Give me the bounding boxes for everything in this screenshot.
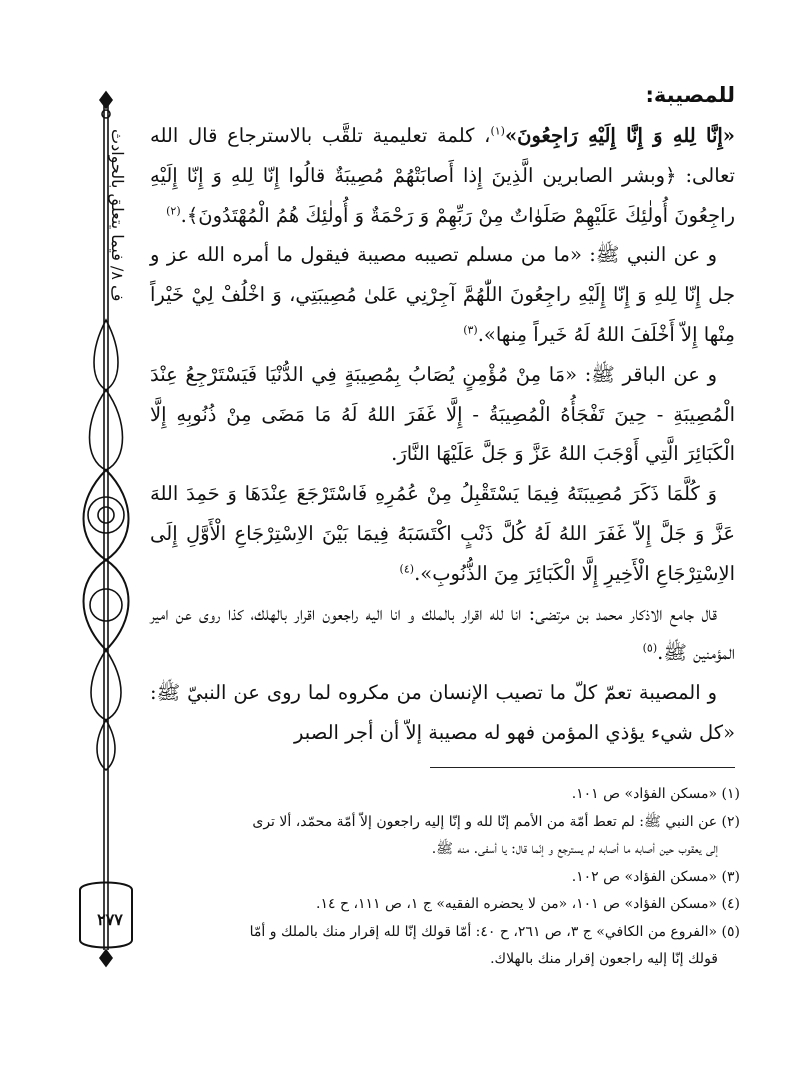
footnote-item: (٣) «مسكن الفؤاد» ص ١٠٢. (571, 868, 740, 885)
paragraph-text: ، كلمة تعليمية تلقَّب بالاسترجاع قال الله تعالى: ﴿وبشر الصابرين الَّذِينَ إِذا أَصابَتْهُمْ مُصِيبَةٌ قالُوا إِنّا لِلهِ وَ إِنّا إِلَيْهِ راجِعُونَ أُولٰئِكَ عَلَيْهِمْ صَلَوٰاتٌ مِنْ رَبِّهِمْ وَ رَحْمَةٌ وَ أُولٰئِكَ هُمُ الْمُهْتَدُونَ﴾. (150, 124, 735, 227)
footnote-ref: (٣) (463, 323, 478, 337)
paragraph-1 (150, 116, 735, 235)
running-header-title: ف ٨/ فيما يتعلق بالحوادث (108, 128, 127, 302)
paragraph-2 (150, 235, 735, 354)
footnote-item: (١) «مسكن الفؤاد» ص ١٠١. (571, 786, 740, 802)
paragraph-text: و عن الباقر ﷺ: «مَا مِنْ مُؤْمِنٍ يُصَابُ بِمُصِيبَةٍ فِي الدُّنْيَا فَيَسْتَرْجِعُ عِنْدَ الْمُصِيبَةِ - حِينَ تَفْجَأُهُ الْمُصِيبَةُ - إِلَّا غَفَرَ اللهُ لَهُ مَا مَضَى مِنْ ذُنُوبِهِ إِلَّا الْكَبَائِرَ الَّتِي أَوْجَبَ اللهُ عَزَّ وَ جَلَّ عَلَيْهَا النَّارَ. (150, 362, 735, 466)
footnote-item: (٤) «مسكن الفؤاد» ص ١٠١، «من لا يحضره الفقيه» ج ١، ص ١١١، ح ١٤. (316, 896, 740, 912)
footnote-continuation: إلى يعقوب حين أصابه ما أصابه لم يسترجع و إنّما قال: يا أسفى. منه ﷺ. (431, 841, 718, 857)
paragraph-3 (150, 355, 735, 474)
footnote-ref: (٤) (399, 562, 415, 576)
paragraph-text: و عن النبي ﷺ: «ما من مسلم تصيبه مصيبة فيقول ما أمره الله عز و جل إِنّا لِلهِ وَ إِنّا إِلَيْهِ راجِعُونَ اللّٰهُمَّ آجِرْنِي عَلىٰ مُصِيبَتِي، وَ اخْلُفْ لِيْ خَيْراً مِنْها إِلاّ أَخْلَفَ اللهُ لَهُ خَيراً مِنها». (150, 243, 735, 346)
footnotes (150, 781, 740, 974)
footnote-divider (430, 767, 735, 768)
paragraph-text: قال جامع الاذكار محمد بن مرتضى: انا لله اقرار بالملك و انا اليه راجعون اقرار بالهلك، كذا روى عن امير المؤمنين ﷺ. (150, 601, 735, 665)
footnote-item: (٢) عن النبي ﷺ: لم تعط أمّة من الأمم إنّا لله و إنّا إليه راجعون إلاّ أمّة محمّد، ألا ترى إلى يعقوب حين أصابه ما أصابه لم يسترجع و إنّما قال: يا أسفى. منه ﷺ. (150, 809, 740, 864)
footnote-ref: (١) (490, 124, 505, 138)
paragraph-5 (150, 594, 735, 674)
paragraph-6 (150, 673, 735, 753)
paragraph-text: وَ كُلَّمَا ذَكَرَ مُصِيبَتَهُ فِيمَا يَسْتَقْبِلُ مِنْ عُمُرِهِ فَاسْتَرْجَعَ عِنْدَهَا وَ حَمِدَ اللهَ عَزَّ وَ جَلَّ إِلاّ غَفَرَ اللهُ لَهُ كُلَّ ذَنْبٍ اكْتَسَبَهُ فِيمَا بَيْنَ الاِسْتِرْجَاعِ الْأَوَّلِ إِلَى الاِسْتِرْجَاعِ الْأَخِيرِ إِلَّا الْكَبَائِرَ مِنَ الذُّنُوبِ». (150, 482, 735, 585)
quote-text: «إِنَّا لِلهِ وَ إِنَّا إِلَيْهِ رَاجِعُونَ» (504, 124, 735, 147)
main-text (150, 78, 735, 753)
footnote-continuation: قولك إنّا إليه راجعون إقرار منك بالهلاك. (490, 951, 718, 967)
footnote-ref: (٢) (166, 204, 181, 218)
section-heading: للمصيبة: (645, 83, 735, 107)
paragraph-text: و المصيبة تعمّ كلّ ما تصيب الإنسان من مكروه لما روى عن النبيّ ﷺ: «كل شيء يؤذي المؤمن فهو له مصيبة إلاّ أن أجر الصبر (150, 681, 735, 744)
paragraph-4 (150, 474, 735, 593)
footnote-ref: (٥) (642, 641, 658, 655)
footnote-item: (٥) «الفروع من الكافي» ج ٣، ص ٢٦١، ح ٤٠: أمّا قولك إنّا لله إقرار منك بالملك و أمّا قولك إنّا إليه راجعون إقرار منك بالهلاك. (150, 919, 740, 974)
page-number: ٢٧٧ (97, 910, 123, 929)
